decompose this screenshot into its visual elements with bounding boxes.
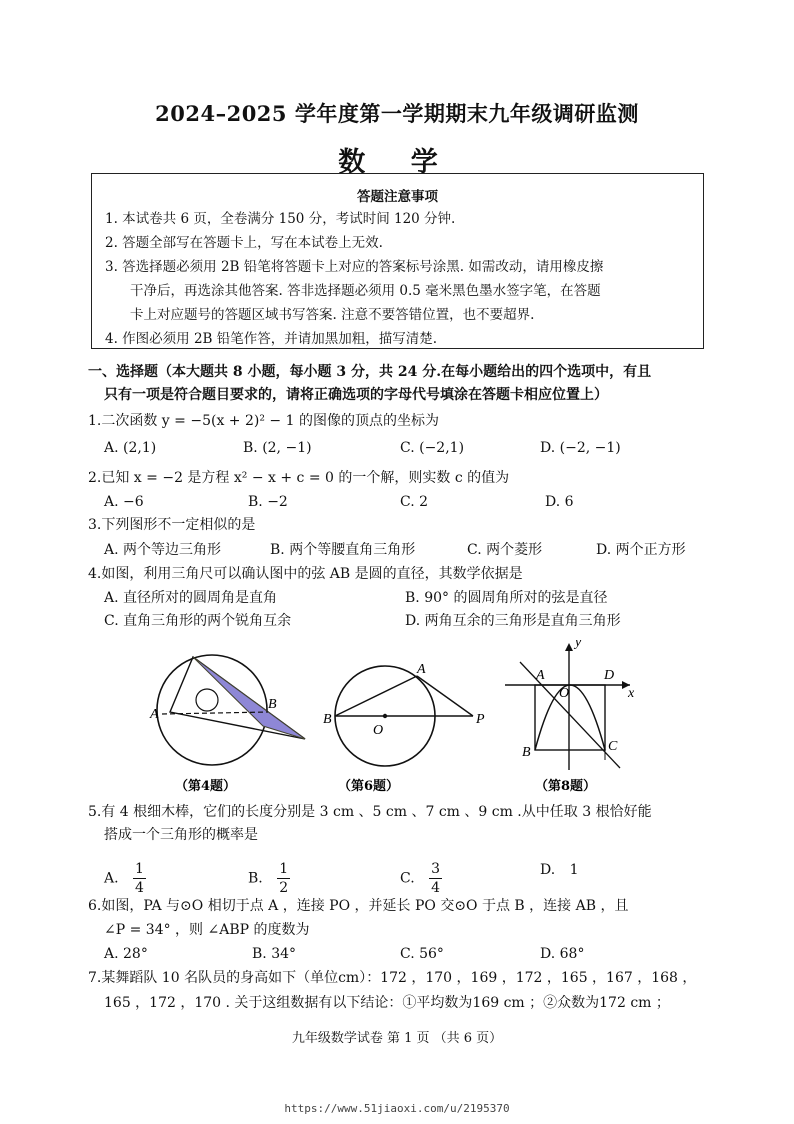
question-4-stem: 4.如图，利用三角尺可以确认图中的弦 AB 是圆的直径，其数学依据是 — [88, 566, 523, 582]
fig6-label-a: A — [417, 662, 426, 677]
q5-option-b-label: B. — [248, 870, 263, 887]
fig8-label-a: A — [536, 668, 545, 683]
fig8-label-d: D — [604, 668, 615, 683]
fig6-label-p: P — [476, 712, 485, 727]
notice-item: 2. 答题全部写在答题卡上，写在本试卷上无效. — [105, 235, 383, 251]
figures-row — [140, 640, 720, 800]
fig4-label-b: B — [268, 697, 277, 712]
question-7-stem-cont: 165 ，172 ，170 . 关于这组数据有以下结论：①平均数为169 cm ；②众数为172 cm ； — [104, 995, 670, 1011]
fig4-caption: （第4题） — [175, 779, 237, 794]
figure-6 — [323, 662, 485, 794]
q1-option-c: C. (−2,1) — [400, 440, 465, 456]
q5-option-d — [540, 860, 579, 880]
question-6-stem: 6.如图，PA 与⊙O 相切于点 A ，连接 PO ，并延长 PO 交⊙O 于点 B ，连接 AB ，且 — [88, 898, 629, 914]
question-7-stem: 7.某舞蹈队 10 名队员的身高如下（单位cm）：172 ，170 ，169 ，172 ，165 ，167 ，168 ， — [88, 970, 697, 986]
question-3-stem: 3.下列图形不一定相似的是 — [88, 517, 256, 533]
fig6-caption: （第6题） — [338, 779, 400, 794]
q6-option-d: D. 68° — [540, 946, 585, 962]
fig6-label-b: B — [323, 712, 332, 727]
section-heading: 一、选择题（本大题共 8 小题，每小题 3 分，共 24 分.在每小题给出的四个选项中，有且 — [88, 364, 652, 380]
q4-option-b: B. 90° 的圆周角所对的弦是直径 — [405, 590, 608, 606]
question-5-stem-cont: 搭成一个三角形的概率是 — [104, 827, 258, 843]
q2-option-b: B. −2 — [248, 494, 288, 510]
q5-option-c-label: C. — [400, 870, 415, 887]
fig8-label-y: y — [575, 640, 582, 650]
question-2-stem: 2.已知 x = −2 是方程 x² − x + c = 0 的一个解，则实数 c 的值为 — [88, 470, 510, 486]
q2-option-c: C. 2 — [400, 494, 429, 510]
q5-b-numerator: 1 — [279, 861, 289, 877]
source-url: https://www.51jiaoxi.com/u/2195370 — [284, 1102, 510, 1115]
fig6-tangent-pa — [417, 676, 473, 716]
q1-option-a: A. (2,1) — [104, 440, 157, 456]
question-1-stem: 1.二次函数 y = −5(x + 2)² − 1 的图像的顶点的坐标为 — [88, 413, 439, 429]
q5-b-denominator: 2 — [279, 880, 289, 896]
q5-option-d-value: 1 — [569, 862, 579, 878]
q5-c-numerator: 3 — [431, 861, 441, 877]
exam-title: 2024–2025 学年度第一学期期末九年级调研监测 — [155, 101, 639, 126]
fig8-y-arrow — [565, 643, 573, 651]
q1-option-d: D. (−2, −1) — [540, 440, 621, 456]
page-footer: 九年级数学试卷 第 1 页 （共 6 页） — [291, 1031, 503, 1046]
notice-item: 1. 本试卷共 6 页，全卷满分 150 分，考试时间 120 分钟. — [105, 211, 456, 227]
q2-option-a: A. −6 — [104, 494, 144, 510]
fig8-caption: （第8题） — [535, 779, 597, 794]
q5-c-denominator: 4 — [431, 880, 441, 896]
fig6-label-o: O — [373, 723, 384, 738]
fig8-label-x: x — [628, 686, 635, 701]
notice-title: 答题注意事项 — [357, 189, 438, 205]
q5-option-c — [400, 860, 442, 897]
q5-a-denominator: 4 — [135, 880, 144, 896]
q5-option-a — [104, 860, 146, 897]
notice-box — [91, 173, 704, 349]
fig8-label-b: B — [522, 745, 531, 760]
q3-option-b: B. 两个等腰直角三角形 — [270, 542, 416, 558]
fig8-label-c: C — [608, 739, 618, 754]
q4-option-c: C. 直角三角形的两个锐角互余 — [104, 613, 292, 629]
q6-option-a: A. 28° — [104, 946, 148, 962]
figure-4 — [149, 655, 305, 794]
q6-option-c: C. 56° — [400, 946, 444, 962]
q3-option-a: A. 两个等边三角形 — [104, 542, 222, 558]
question-6-stem-cont: ∠P = 34° ，则 ∠ABP 的度数为 — [104, 922, 310, 938]
fig4-label-a: A — [150, 707, 159, 722]
question-5-stem: 5.有 4 根细木棒，它们的长度分别是 3 cm 、5 cm 、7 cm 、9 cm .从中任取 3 根恰好能 — [88, 804, 652, 820]
q4-option-a: A. 直径所对的圆周角是直角 — [104, 590, 278, 606]
q5-option-b — [248, 860, 290, 897]
notice-item: 4. 作图必须用 2B 铅笔作答，并请加黑加粗，描写清楚. — [105, 331, 438, 347]
q5-option-a-label: A. — [104, 870, 119, 887]
notice-item: 干净后，再选涂其他答案. 答非选择题必须用 0.5 毫米黑色墨水签字笔，在答题 — [130, 283, 601, 299]
notice-item: 3. 答选择题必须用 2B 铅笔将答题卡上对应的答案标号涂黑. 如需改动，请用橡皮擦 — [105, 259, 604, 275]
fig6-center-dot — [383, 714, 387, 718]
q3-option-c: C. 两个菱形 — [467, 542, 543, 558]
q4-option-d: D. 两角互余的三角形是直角三角形 — [405, 613, 621, 629]
notice-item: 卡上对应题号的答题区域书写答案. 注意不要答错位置，也不要超界. — [130, 307, 535, 323]
subject-title: 数 学 — [338, 147, 456, 178]
q5-option-d-label: D. — [540, 862, 556, 878]
q3-option-d: D. 两个正方形 — [596, 542, 686, 558]
fig8-label-o: O — [559, 686, 570, 701]
figure-8 — [505, 640, 635, 794]
section-heading-cont: 只有一项是符合题目要求的，请将正确选项的字母代号填涂在答题卡相应位置上） — [104, 387, 608, 403]
q1-option-b: B. (2, −1) — [243, 440, 312, 456]
fig4-square-hole — [196, 689, 218, 711]
q6-option-b: B. 34° — [252, 946, 297, 962]
q5-a-numerator: 1 — [135, 861, 144, 877]
q2-option-d: D. 6 — [545, 494, 574, 510]
